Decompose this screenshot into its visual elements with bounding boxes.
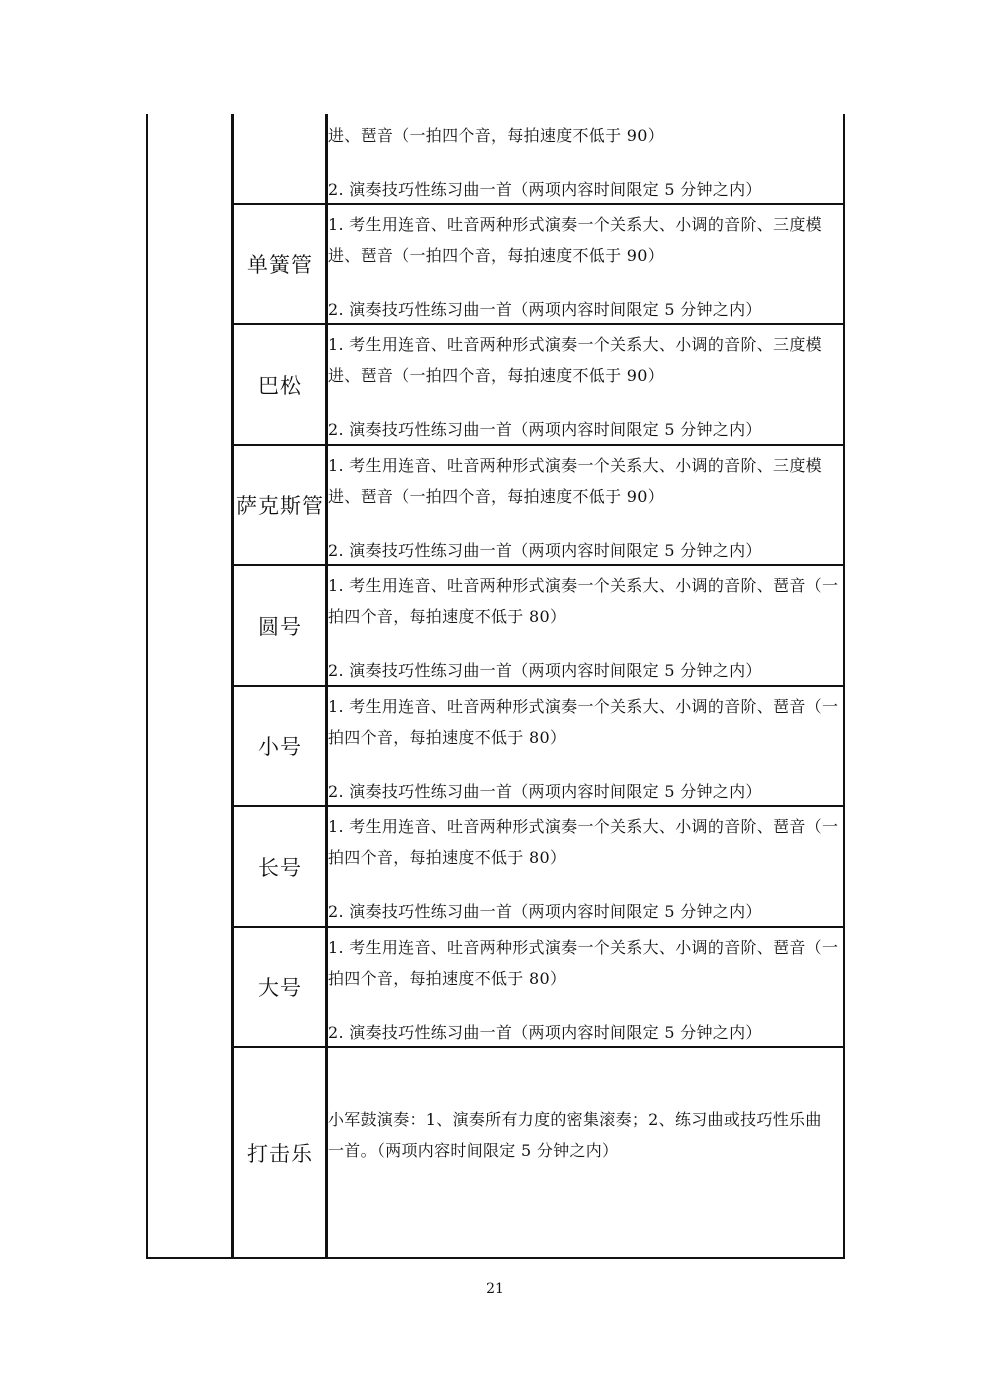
requirement-line: 2. 演奏技巧性练习曲一首（两项内容时间限定 5 分钟之内） bbox=[328, 661, 762, 680]
table-border-bottom bbox=[146, 1257, 845, 1259]
requirement-line: 1. 考生用连音、吐音两种形式演奏一个关系大、小调的音阶、琶音（一 bbox=[328, 576, 839, 595]
requirement-line: 1. 考生用连音、吐音两种形式演奏一个关系大、小调的音阶、琶音（一 bbox=[328, 697, 839, 716]
page-number: 21 bbox=[486, 1281, 504, 1297]
requirement-line: 1. 考生用连音、吐音两种形式演奏一个关系大、小调的音阶、琶音（一 bbox=[328, 938, 839, 957]
requirements-cell bbox=[328, 450, 845, 566]
instrument-name: 大号 bbox=[258, 976, 302, 1000]
requirements-cell bbox=[328, 691, 845, 807]
instrument-name: 小号 bbox=[258, 735, 302, 759]
requirement-line: 进、琶音（一拍四个音，每拍速度不低于 90） bbox=[328, 487, 665, 506]
requirements-cell bbox=[328, 1104, 845, 1166]
instrument-name: 圆号 bbox=[258, 614, 302, 639]
requirements-cell bbox=[328, 811, 845, 927]
requirement-line: 2. 演奏技巧性练习曲一首（两项内容时间限定 5 分钟之内） bbox=[328, 782, 762, 801]
instrument-name: 萨克斯管 bbox=[236, 494, 324, 518]
requirement-line: 拍四个音，每拍速度不低于 80） bbox=[328, 969, 567, 988]
requirement-line: 拍四个音，每拍速度不低于 80） bbox=[328, 728, 567, 747]
requirement-line: 2. 演奏技巧性练习曲一首（两项内容时间限定 5 分钟之内） bbox=[328, 420, 762, 439]
requirement-line: 1. 考生用连音、吐音两种形式演奏一个关系大、小调的音阶、三度模 bbox=[328, 456, 822, 475]
requirement-line: 2. 演奏技巧性练习曲一首（两项内容时间限定 5 分钟之内） bbox=[328, 1023, 762, 1042]
requirement-line: 1. 考生用连音、吐音两种形式演奏一个关系大、小调的音阶、三度模 bbox=[328, 335, 822, 354]
instrument-name: 单簧管 bbox=[247, 253, 313, 277]
table-border-left bbox=[146, 114, 148, 1259]
requirement-line: 1. 考生用连音、吐音两种形式演奏一个关系大、小调的音阶、琶音（一 bbox=[328, 817, 839, 836]
requirements-cell bbox=[328, 209, 845, 325]
requirement-line: 2. 演奏技巧性练习曲一首（两项内容时间限定 5 分钟之内） bbox=[328, 180, 762, 199]
requirements-cell bbox=[328, 329, 845, 445]
instrument-name: 打击乐 bbox=[247, 1141, 313, 1166]
requirements-cell bbox=[328, 570, 845, 686]
requirement-line: 小军鼓演奏：1、演奏所有力度的密集滚奏；2、练习曲或技巧性乐曲 bbox=[328, 1110, 822, 1129]
requirement-line: 一首。（两项内容时间限定 5 分钟之内） bbox=[328, 1141, 619, 1160]
requirements-cell bbox=[328, 120, 845, 205]
instrument-name: 长号 bbox=[258, 855, 302, 880]
requirement-line: 2. 演奏技巧性练习曲一首（两项内容时间限定 5 分钟之内） bbox=[328, 902, 762, 921]
requirement-line: 2. 演奏技巧性练习曲一首（两项内容时间限定 5 分钟之内） bbox=[328, 300, 762, 319]
requirement-line: 进、琶音（一拍四个音，每拍速度不低于 90） bbox=[328, 126, 665, 145]
requirement-line: 进、琶音（一拍四个音，每拍速度不低于 90） bbox=[328, 246, 665, 265]
instrument-name: 巴松 bbox=[258, 373, 302, 398]
requirement-line: 拍四个音，每拍速度不低于 80） bbox=[328, 607, 567, 626]
requirement-line: 拍四个音，每拍速度不低于 80） bbox=[328, 848, 567, 867]
requirement-line: 进、琶音（一拍四个音，每拍速度不低于 90） bbox=[328, 366, 665, 385]
requirement-line: 1. 考生用连音、吐音两种形式演奏一个关系大、小调的音阶、三度模 bbox=[328, 215, 822, 234]
requirement-line: 2. 演奏技巧性练习曲一首（两项内容时间限定 5 分钟之内） bbox=[328, 541, 762, 560]
requirements-cell bbox=[328, 932, 845, 1048]
